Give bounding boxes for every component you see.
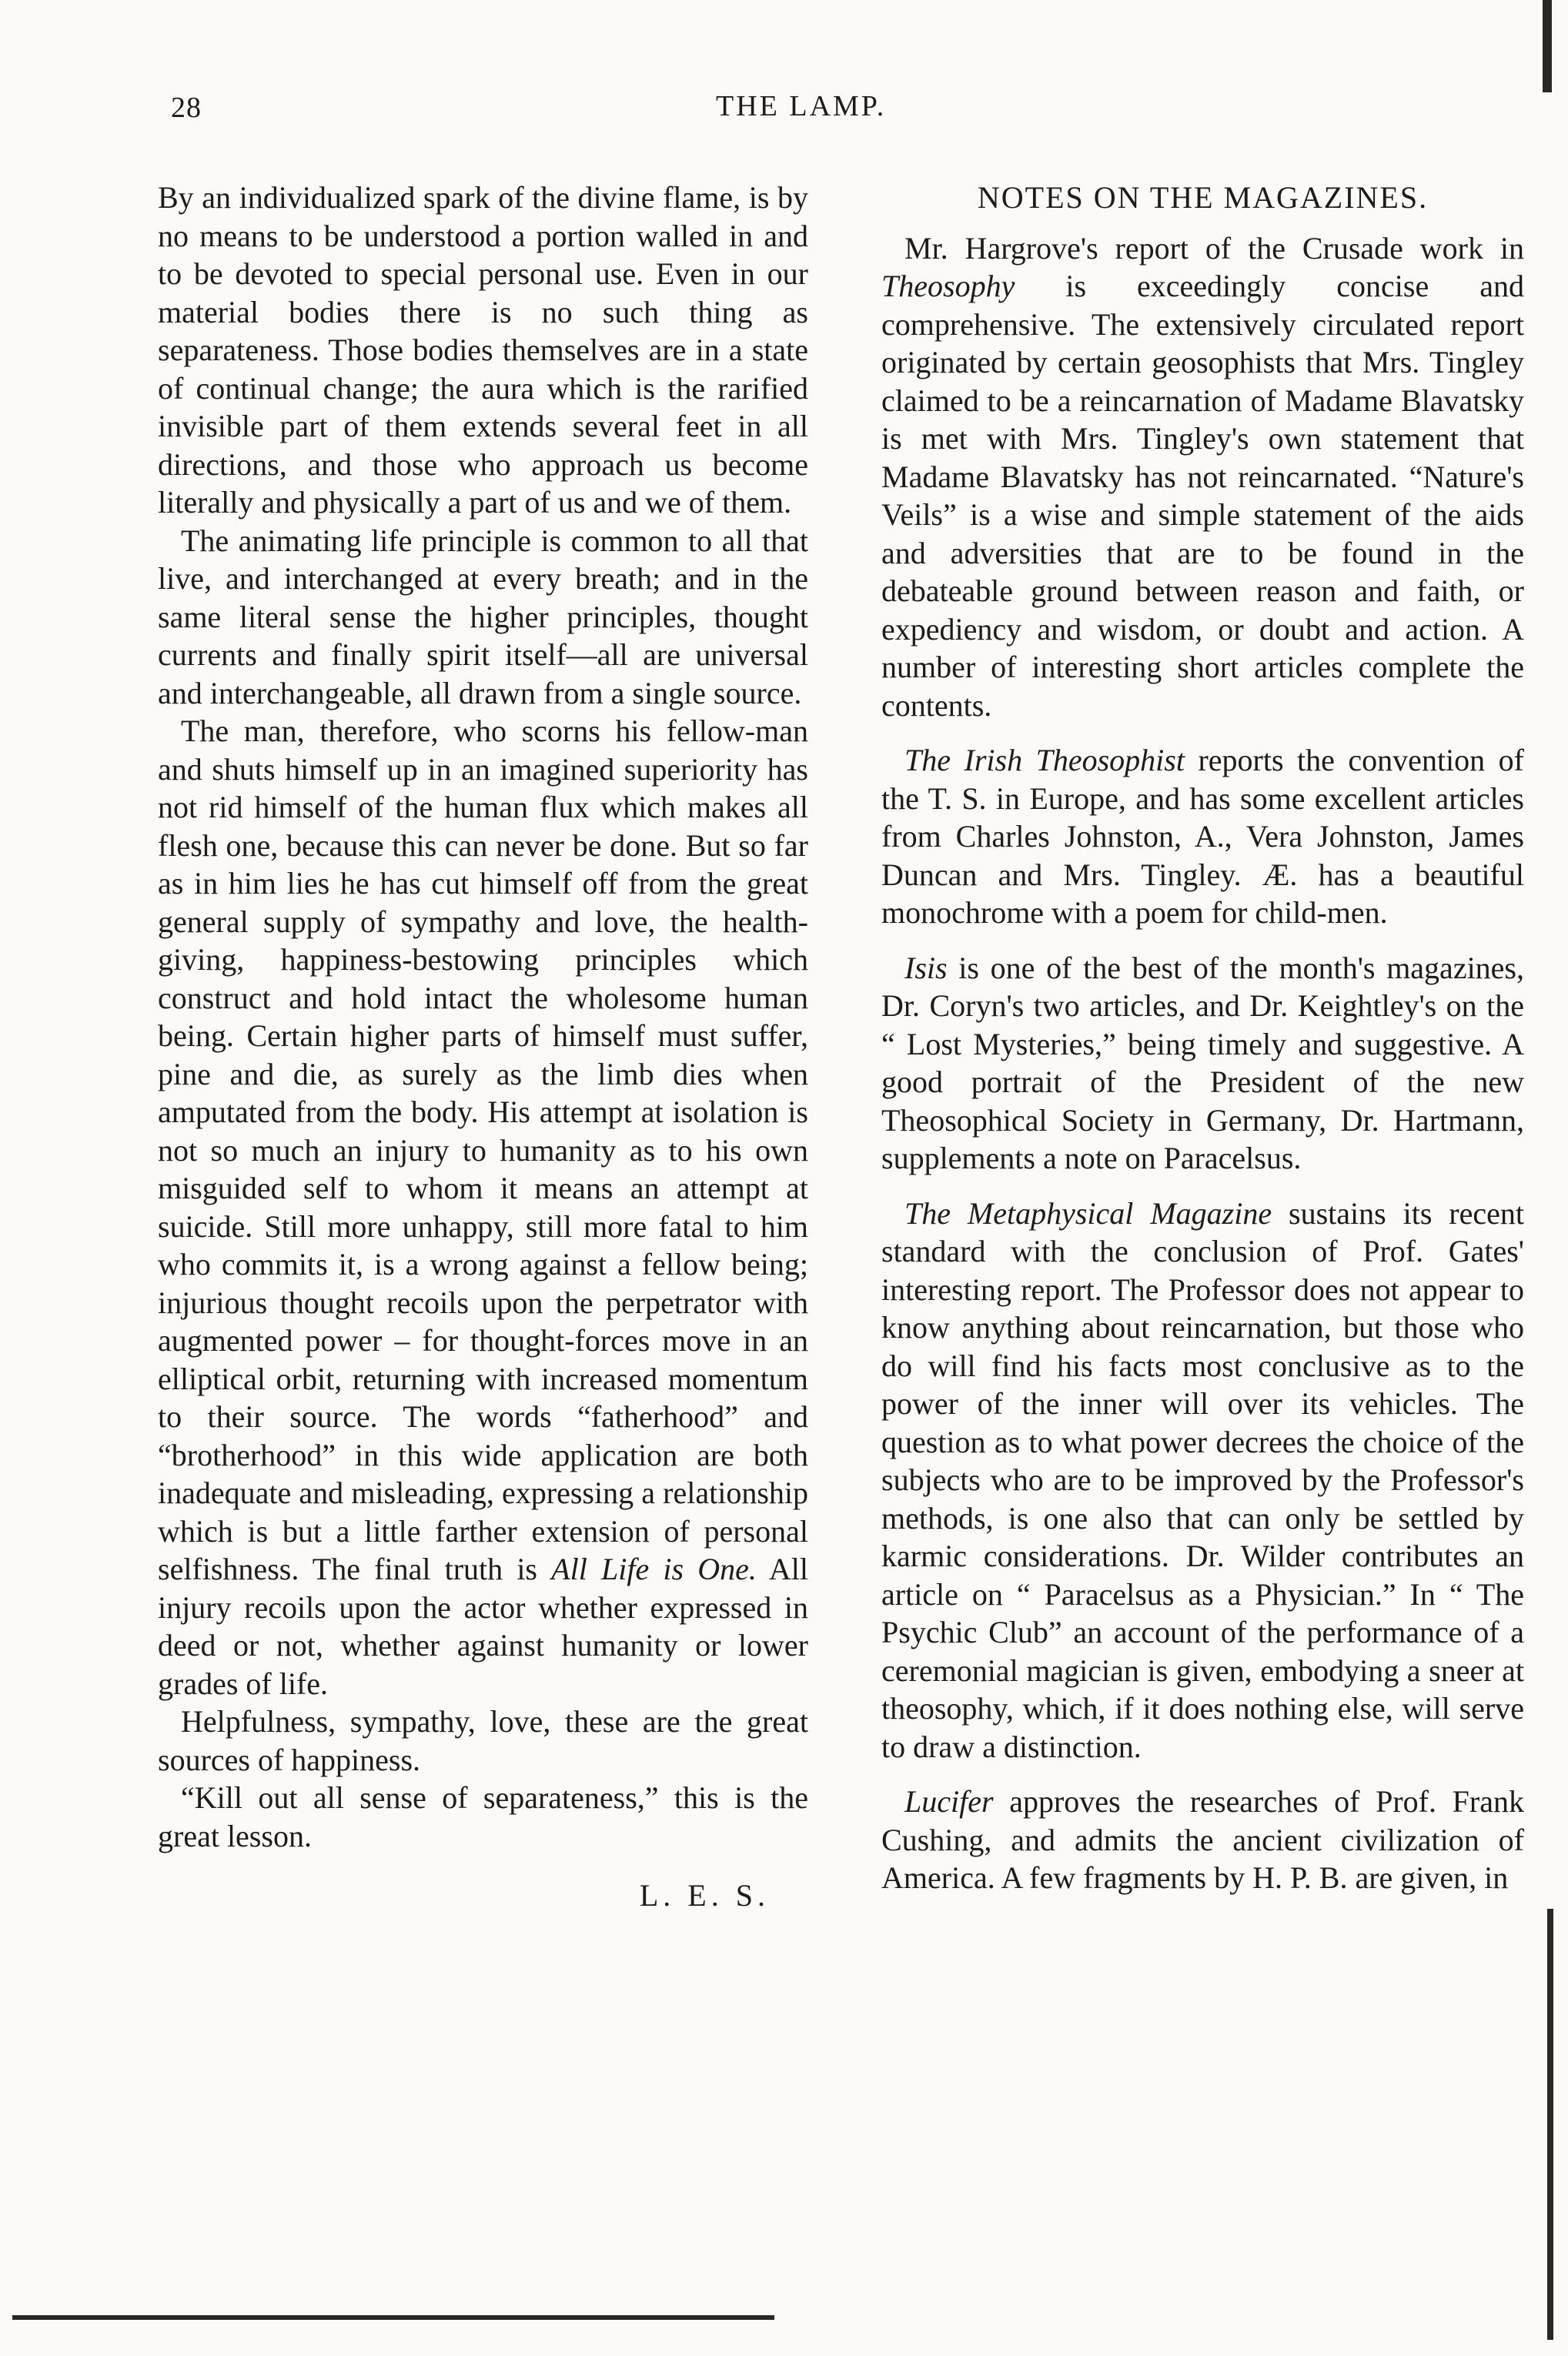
paragraph [881,229,1524,725]
paragraph-text: is one of the best of the month's magazines, Dr. Coryn's two articles, and Dr. Keightley's on the “ Lost Mysteries,” being timely and suggestive. A good portrait of the President of the new Theosophical Society in Germany, Dr. Hartmann, supplements a note on Paracelsus. [881,950,1525,1175]
magazine-title: The Metaphysical Magazine [904,1195,1272,1231]
paragraph-text: Mr. Hargrove's report of the Crusade work in [904,230,1524,266]
section-title: NOTES ON THE MAGAZINES. [977,180,1429,215]
magazine-title: The Irish Theosophist [904,743,1185,777]
paragraph-text: sustains its recent standard with the conclusion of Prof. Gates' interesting report. The Professor does not appear to know anything about reincarnation, but those who do will find his facts most conclusive as to the power of the inner will over its vehicles. The question as to what power decrees the choice of the subjects who are to be improved by the Professor's methods, is one also that can only be settled by karmic considerations. Dr. Wilder contributes an article on “ Paracelsus as a Physician.” In “ The Psychic Club” an account of the performance of a ceremonial magician is given, embodying a sneer at theosophy, which, if it does nothing else, will serve to draw a distinction. [881,1195,1524,1764]
right-column [881,179,1524,1897]
paragraph-text: is exceedingly concise and comprehensive. The extensively circulated report originated by certain geosophists that Mrs. Tingley claimed to be a reincarnation of Madame Blavatsky is met with Mrs. Tingley's own statement that Madame Blavatsky has not reincarnated. “Nature's Veils” is a wise and simple statement of the aids and adversities that are to be found in the debateable ground between reason and faith, or expediency and wisdom, or doubt and action. A number of interesting short articles complete the contents. [881,269,1524,723]
magazine-title: Theosophy [881,269,1015,303]
author-signature: L. E. S. [639,1878,770,1913]
paragraph [881,949,1524,1178]
bottom-rule [12,2315,774,2320]
paragraph [881,741,1524,932]
magazine-title: Lucifer [904,1784,994,1819]
paragraph: Helpfulness, sympathy, love, these are the great sources of happiness. [158,1704,808,1777]
paragraph-text: All injury recoils upon the actor whether expressed in deed or not, whether against humanity or lower grades of life. [158,1552,808,1701]
paragraph-text: reports the convention of the T. S. in Europe, and has some excellent articles from Charles Johnston, A., Vera Johnston, James Duncan and Mrs. Tingley. Æ. has a beautiful monochrome with a poem for child-men. [881,743,1524,930]
paragraph [881,1783,1524,1897]
scan-edge-mark [1547,1909,1553,2340]
paragraph [881,1195,1524,1766]
emphasis-text: All Life is One. [551,1552,757,1586]
scan-edge-mark [1543,0,1552,92]
paragraph-text: approves the researches of Prof. Frank Cushing, and admits the ancient civilization of America. A few fragments by H. P. B. are given, in [881,1784,1524,1895]
running-title: THE LAMP. [716,90,887,122]
magazine-title: Isis [904,950,948,985]
paragraph: The animating life principle is common to all that live, and interchanged at every breath; and in the same literal sense the higher principles, thought currents and finally spirit itself—all are universal and interchangeable, all drawn from a single source. [158,523,808,710]
left-column [158,179,808,1915]
paragraph [158,712,808,1703]
page-number: 28 [171,92,202,124]
paragraph: “Kill out all sense of separateness,” this is the great lesson. [158,1780,808,1853]
paragraph-text: The man, therefore, who scorns his fellow-man and shuts himself up in an imagined superiority has not rid himself of the human flux which makes all flesh one, because this can never be done. But so far as in him lies he has cut himself off from the great general supply of sympathy and love, the health-giving, happiness-bestowing principles which construct and hold intact the wholesome human being. Certain higher parts of himself must suffer, pine and die, as surely as the limb dies when amputated from the body. His attempt at isolation is not so much an injury to humanity as to his own misguided self to whom it means an attempt at suicide. Still more unhappy, still more fatal to him who commits it, is a wrong against a fellow being; injurious thought recoils upon the perpetrator with augmented power – for thought-forces move in an elliptical orbit, returning with increased momentum to their source. The words “fatherhood” and “brotherhood” in this wide application are both inadequate and misleading, expressing a relationship which is but a little farther extension of personal selfishness. The final truth is [158,713,808,1586]
paragraph: By an individualized spark of the divine flame, is by no means to be understood a portion walled in and to be devoted to special personal use. Even in our material bodies there is no such thing as separateness. Those bodies themselves are in a state of continual change; the aura which is the rarified invisible part of them extends several feet in all directions, and those who approach us become literally and physically a part of us and we of them. [158,180,808,520]
